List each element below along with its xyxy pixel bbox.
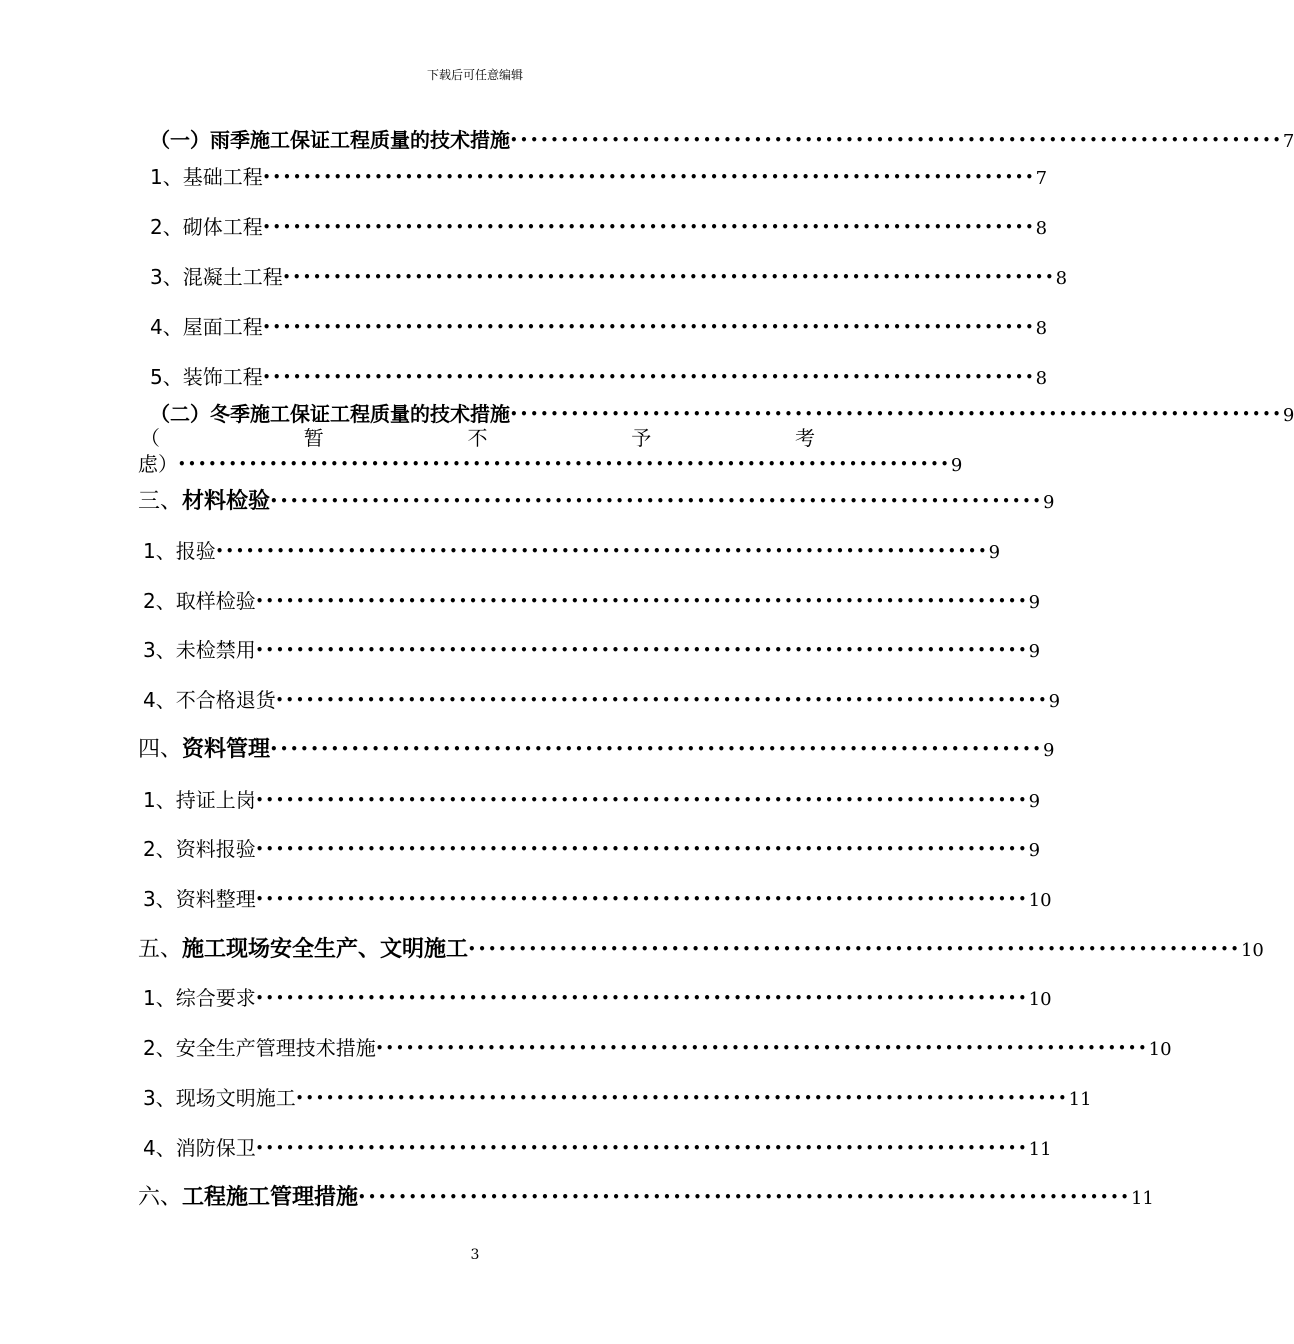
justified-char: 予 [631,426,652,450]
toc-entry-label: 资料管理 [182,737,271,762]
justified-char: 不 [467,426,488,450]
toc-entry-page: 11 [1028,1139,1052,1160]
leader-dots: •••••••••••••••••••••••••••••••••••••••••••••••••••••••••••••••••••••••••••• [255,643,1029,657]
leader-dots: •••••••••••••••••••••••••••••••••••••••••••••••••••••••••••••••••••••••••••• [275,693,1049,707]
leader-dots: •••••••••••••••••••••••••••••••••••••••••••••••••••••••••••••••••••••••••••• [262,370,1036,384]
leader-dots: •••••••••••••••••••••••••••••••••••••••••••••••••••••••••••••••••••••••••••• [270,742,1043,756]
toc-entry-page: 10 [1240,940,1264,961]
toc-entry[interactable] [143,1032,1172,1061]
leader-dots: •••••••••••••••••••••••••••••••••••••••••••••••••••••••••••••••••••••••••••• [178,457,951,471]
leader-dots: •••••••••••••••••••••••••••••••••••••••••••••••••••••••••••••••••••••••••••• [270,494,1043,508]
toc-entry[interactable] [143,1082,1092,1111]
toc-entry-label: 4、消防保卫 [143,1136,256,1160]
toc-entry-number: 三、 [138,489,183,514]
justified-char: 考 [795,426,815,450]
toc-entry[interactable] [143,634,1041,663]
toc-entry-label: 1、基础工程 [150,165,263,189]
toc-entry-label: 虑） [138,452,178,476]
toc-entry-label: 施工现场安全生产、文明施工 [182,937,469,962]
toc-entry[interactable] [138,1180,1154,1211]
toc-entry[interactable] [143,585,1041,614]
toc-entry-label: 4、不合格退货 [143,688,276,712]
toc-entry-label: 2、砌体工程 [150,215,263,239]
toc-entry-page: 8 [1035,218,1048,239]
toc-entry-label: （二）冬季施工保证工程质量的技术措施 [150,402,510,426]
leader-dots: •••••••••••••••••••••••••••••••••••••••••••••••••••••••••••••••••••••••••••• [255,793,1029,807]
leader-dots: •••••••••••••••••••••••••••••••••••••••••••••••••••••••••••••••••••••••••••• [295,1091,1069,1105]
leader-dots: •••••••••••••••••••••••••••••••••••••••••••••••••••••••••••••••••••••••••••• [255,1141,1029,1155]
leader-dots: •••••••••••••••••••••••••••••••••••••••••••••••••••••••••••••••••••••••••••• [282,270,1056,284]
toc-entry[interactable] [143,883,1052,912]
toc-entry-number: 四、 [138,737,183,762]
page-number: 3 [470,1247,480,1263]
toc-entry-page: 11 [1130,1188,1154,1209]
toc-entry-label: 3、混凝土工程 [150,265,283,289]
toc-entry-label: 工程施工管理措施 [182,1185,359,1210]
toc-entry-page: 10 [1028,989,1052,1010]
toc-entry-label: 1、持证上岗 [143,788,256,812]
toc-entry-page: 9 [1048,691,1061,712]
toc-entry-page: 9 [988,542,1001,563]
toc-entry-label: 2、资料报验 [143,837,256,861]
toc-entry[interactable] [150,124,1294,153]
toc-entry-number: 五、 [138,937,183,962]
leader-dots: •••••••••••••••••••••••••••••••••••••••••••••••••••••••••••••••••••••••••••• [255,892,1029,906]
toc-entry-label: 1、综合要求 [143,986,256,1010]
toc-entry-label: （一）雨季施工保证工程质量的技术措施 [150,128,510,152]
toc-entry-page: 9 [1028,641,1041,662]
toc-entry[interactable] [138,448,963,477]
toc-entry-page: 9 [950,455,963,476]
leader-dots: •••••••••••••••••••••••••••••••••••••••••••••••••••••••••••••••••••••••••••• [262,170,1036,184]
leader-dots: •••••••••••••••••••••••••••••••••••••••••••••••••••••••••••••••••••••••••••• [255,842,1029,856]
toc-entry-label: 2、安全生产管理技术措施 [143,1036,376,1060]
toc-entry-number: 六、 [138,1185,183,1210]
toc-entry-page: 10 [1148,1039,1172,1060]
toc-entry-page: 8 [1055,268,1068,289]
toc-entry-page: 9 [1028,791,1041,812]
toc-entry-page: 9 [1282,405,1294,426]
toc-entry-label: 2、取样检验 [143,589,256,613]
toc-entry[interactable] [150,161,1048,190]
toc-entry-page: 9 [1028,592,1041,613]
toc-entry[interactable] [143,982,1052,1011]
toc-entry-label: 材料检验 [182,489,271,514]
leader-dots: •••••••••••••••••••••••••••••••••••••••••••••••••••••••••••••••••••••••••••• [255,594,1029,608]
leader-dots: •••••••••••••••••••••••••••••••••••••••••••••••••••••••••••••••••••••••••••• [262,220,1036,234]
leader-dots: •••••••••••••••••••••••••••••••••••••••••••••••••••••••••••••••••••••••••••• [375,1041,1149,1055]
justified-char: 暂 [303,426,324,450]
toc-entry-label: 5、装饰工程 [150,365,263,389]
toc-entry[interactable] [138,732,1055,763]
toc-entry-label: 3、现场文明施工 [143,1086,296,1110]
justified-char: （ [140,426,160,450]
page-header: 下载后可任意编辑 [426,68,523,82]
leader-dots: •••••••••••••••••••••••••••••••••••••••••••••••••••••••••••••••••••••••••••• [468,942,1241,956]
justified-line [140,422,815,451]
toc-entry[interactable] [138,932,1264,963]
toc-entry-label: 1、报验 [143,539,216,563]
toc-entry[interactable] [143,784,1041,813]
toc-entry-page: 8 [1035,318,1048,339]
toc-entry[interactable] [143,833,1041,862]
leader-dots: •••••••••••••••••••••••••••••••••••••••••••••••••••••••••••••••••••••••••••• [262,320,1036,334]
leader-dots: •••••••••••••••••••••••••••••••••••••••••••••••••••••••••••••••••••••••••••• [510,133,1283,147]
toc-entry[interactable] [143,1132,1052,1161]
toc-entry-label: 3、资料整理 [143,887,256,911]
toc-entry-page: 9 [1042,492,1055,513]
toc-entry[interactable] [150,311,1048,340]
toc-entry[interactable] [143,684,1061,713]
toc-entry-page: 7 [1035,168,1048,189]
toc-entry[interactable] [150,361,1048,390]
toc-entry-page: 10 [1028,890,1052,911]
leader-dots: •••••••••••••••••••••••••••••••••••••••••••••••••••••••••••••••••••••••••••• [215,544,989,558]
toc-entry[interactable] [138,484,1055,515]
toc-entry-page: 7 [1282,131,1294,152]
toc-entry[interactable] [143,535,1001,564]
toc-entry-page: 9 [1042,740,1055,761]
leader-dots: •••••••••••••••••••••••••••••••••••••••••••••••••••••••••••••••••••••••••••• [255,991,1029,1005]
leader-dots: •••••••••••••••••••••••••••••••••••••••••••••••••••••••••••••••••••••••••••• [510,407,1283,421]
toc-entry-label: 4、屋面工程 [150,315,263,339]
toc-entry[interactable] [150,261,1068,290]
toc-entry-page: 8 [1035,368,1048,389]
toc-entry-page: 11 [1068,1089,1092,1110]
toc-entry[interactable] [150,211,1048,240]
toc-entry-label: 3、未检禁用 [143,638,256,662]
toc-entry-page: 9 [1028,840,1041,861]
leader-dots: •••••••••••••••••••••••••••••••••••••••••••••••••••••••••••••••••••••••••••• [358,1190,1131,1204]
